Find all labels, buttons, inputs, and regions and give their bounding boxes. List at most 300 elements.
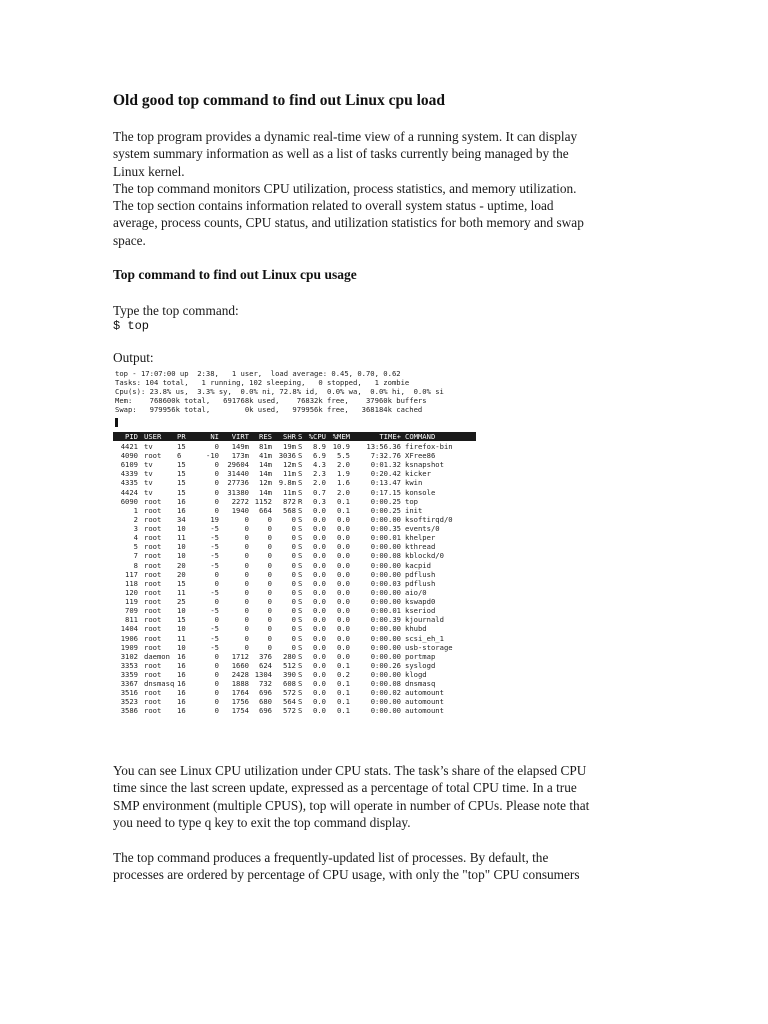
cell-mem: 0.0: [337, 524, 350, 534]
cell-res: 0: [267, 587, 272, 597]
cell-time: 0:00.35: [370, 524, 401, 534]
cell-res: 376: [259, 651, 272, 661]
cell-ni: -5: [210, 587, 219, 597]
cell-pid: 1909: [120, 642, 138, 652]
cell-mem: 2.0: [337, 460, 350, 470]
cell-virt: 0: [244, 642, 249, 652]
cell-mem: 0.1: [337, 496, 350, 506]
cell-shr: 0: [291, 624, 296, 634]
cell-mem: 1.6: [337, 478, 350, 488]
cell-command: kseriod: [405, 606, 436, 616]
cell-shr: 608: [283, 679, 296, 689]
cell-pid: 118: [125, 578, 138, 588]
cell-mem: 0.0: [337, 624, 350, 634]
process-row: [113, 488, 476, 497]
cell-res: 0: [267, 514, 272, 524]
cell-ni: 0: [214, 460, 219, 470]
cell-pr: 16: [177, 688, 186, 698]
cell-time: 0:13.47: [370, 478, 401, 488]
cell-ni: 0: [214, 679, 219, 689]
cell-pr: 20: [177, 569, 186, 579]
cell-res: 12m: [259, 478, 272, 488]
cell-user: daemon: [144, 651, 170, 661]
cell-shr: 0: [291, 560, 296, 570]
cell-shr: 572: [283, 688, 296, 698]
cell-command: kacpid: [405, 560, 431, 570]
cell-res: 0: [267, 569, 272, 579]
cell-res: 696: [259, 688, 272, 698]
process-row: [113, 670, 476, 679]
cell-state: S: [298, 624, 303, 634]
cell-shr: 872: [283, 496, 296, 506]
cell-state: S: [298, 542, 303, 552]
process-table-header: [113, 432, 476, 441]
cell-command: ksnapshot: [405, 460, 444, 470]
cell-time: 7:32.76: [370, 451, 401, 461]
cell-pid: 4090: [120, 451, 138, 461]
cell-pr: 34: [177, 514, 186, 524]
cell-command: kicker: [405, 469, 431, 479]
cell-virt: 0: [244, 533, 249, 543]
cell-user: root: [144, 542, 162, 552]
intro-line: The top command monitors CPU utilization, process statistics, and memory utilization.: [113, 180, 577, 196]
cell-state: S: [298, 487, 303, 497]
cell-pid: 120: [125, 587, 138, 597]
cell-state: S: [298, 533, 303, 543]
cell-pid: 3102: [120, 651, 138, 661]
process-row: [113, 561, 476, 570]
cell-command: kwin: [405, 478, 423, 488]
column-header-pid: PID: [125, 432, 138, 441]
cell-user: tv: [144, 469, 153, 479]
cell-res: 664: [259, 505, 272, 515]
cell-res: 0: [267, 524, 272, 534]
cell-res: 14m: [259, 460, 272, 470]
cell-shr: 0: [291, 524, 296, 534]
cell-cpu: 0.0: [313, 606, 326, 616]
cell-mem: 2.0: [337, 487, 350, 497]
cell-user: root: [144, 514, 162, 524]
cell-mem: 0.0: [337, 533, 350, 543]
cell-state: S: [298, 524, 303, 534]
cell-ni: -5: [210, 642, 219, 652]
cell-res: 14m: [259, 487, 272, 497]
cell-shr: 0: [291, 569, 296, 579]
cell-state: S: [298, 615, 303, 625]
cell-pid: 709: [125, 606, 138, 616]
cell-user: root: [144, 505, 162, 515]
cell-cpu: 0.0: [313, 597, 326, 607]
cell-pr: 10: [177, 524, 186, 534]
cell-ni: 0: [214, 478, 219, 488]
cpu-line: you need to type q key to exit the top command display.: [113, 814, 411, 830]
cell-res: 696: [259, 706, 272, 716]
cell-command: automount: [405, 697, 444, 707]
cell-user: tv: [144, 460, 153, 470]
cell-virt: 1660: [231, 660, 249, 670]
cell-mem: 0.0: [337, 587, 350, 597]
cell-time: 0:00.02: [370, 688, 401, 698]
cpu-line: SMP environment (multiple CPUS), top will operate in number of CPUs. Please note that: [113, 797, 590, 813]
cell-virt: 0: [244, 606, 249, 616]
cell-ni: -5: [210, 560, 219, 570]
cell-pid: 3359: [120, 670, 138, 679]
cell-cpu: 2.3: [313, 469, 326, 479]
cell-time: 0:00.03: [370, 578, 401, 588]
process-row: [113, 697, 476, 706]
cell-cpu: 0.0: [313, 679, 326, 689]
process-row: [113, 706, 476, 715]
cell-shr: 0: [291, 514, 296, 524]
cell-state: S: [298, 706, 303, 716]
cell-shr: 0: [291, 587, 296, 597]
cell-shr: 11m: [283, 469, 296, 479]
process-row: [113, 451, 476, 460]
cell-virt: 0: [244, 615, 249, 625]
column-header-pr: PR: [177, 432, 186, 441]
cell-command: kswapd0: [405, 597, 436, 607]
cell-state: S: [298, 460, 303, 470]
cell-pid: 8: [133, 560, 138, 570]
cpu-line: You can see Linux CPU utilization under CPU stats. The task’s share of the elapsed CPU: [113, 763, 587, 778]
cell-shr: 0: [291, 533, 296, 543]
column-header-shr: SHR: [283, 432, 296, 441]
cell-mem: 0.0: [337, 578, 350, 588]
column-header-virt: VIRT: [231, 432, 249, 441]
cell-user: tv: [144, 442, 153, 451]
cell-command: automount: [405, 706, 444, 716]
cell-state: S: [298, 469, 303, 479]
cell-virt: 0: [244, 551, 249, 561]
cell-ni: 0: [214, 670, 219, 679]
cell-mem: 0.1: [337, 706, 350, 716]
cell-shr: 12m: [283, 460, 296, 470]
cell-command: syslogd: [405, 660, 436, 670]
cell-pid: 3353: [120, 660, 138, 670]
cell-state: S: [298, 606, 303, 616]
cell-pr: 10: [177, 624, 186, 634]
cell-cpu: 0.0: [313, 560, 326, 570]
process-row: [113, 542, 476, 551]
cell-command: khelper: [405, 533, 436, 543]
cell-cpu: 2.0: [313, 478, 326, 488]
cell-state: S: [298, 651, 303, 661]
output-label: Output:: [113, 350, 154, 365]
cell-user: dnsmasq: [144, 679, 175, 689]
cell-res: 81m: [259, 442, 272, 451]
cell-virt: 173m: [231, 451, 249, 461]
cell-user: root: [144, 697, 162, 707]
cell-cpu: 0.0: [313, 524, 326, 534]
cell-state: S: [298, 633, 303, 643]
process-row: [113, 634, 476, 643]
process-row: [113, 460, 476, 469]
cell-mem: 0.2: [337, 670, 350, 679]
cell-user: root: [144, 706, 162, 716]
cell-virt: 0: [244, 560, 249, 570]
cell-state: S: [298, 688, 303, 698]
cell-virt: 2428: [231, 670, 249, 679]
cell-cpu: 0.0: [313, 542, 326, 552]
cell-mem: 0.0: [337, 615, 350, 625]
cell-cpu: 0.0: [313, 578, 326, 588]
cpu-paragraph: [113, 762, 589, 831]
cell-pr: 11: [177, 587, 186, 597]
column-header-time: TIME+: [379, 432, 401, 441]
cell-mem: 0.0: [337, 560, 350, 570]
cell-time: 0:00.00: [370, 587, 401, 597]
cell-command: scsi_eh_1: [405, 633, 444, 643]
cell-time: 13:56.36: [366, 442, 401, 451]
cell-command: usb-storage: [405, 642, 453, 652]
cell-pid: 4339: [120, 469, 138, 479]
cell-command: dnsmasq: [405, 679, 436, 689]
cell-pr: 10: [177, 551, 186, 561]
cell-time: 0:00.00: [370, 633, 401, 643]
cell-command: automount: [405, 688, 444, 698]
cell-pr: 16: [177, 670, 186, 679]
cell-command: portmap: [405, 651, 436, 661]
cell-mem: 0.0: [337, 542, 350, 552]
cell-virt: 0: [244, 587, 249, 597]
cell-mem: 0.1: [337, 679, 350, 689]
terminal-cursor: [115, 418, 118, 427]
process-row: [113, 478, 476, 487]
cell-user: root: [144, 587, 162, 597]
cell-shr: 3036: [278, 451, 296, 461]
cell-res: 0: [267, 542, 272, 552]
cell-mem: 0.1: [337, 660, 350, 670]
cell-cpu: 0.0: [313, 624, 326, 634]
process-row: [113, 652, 476, 661]
column-header-state: S: [298, 432, 303, 441]
cell-res: 14m: [259, 469, 272, 479]
cell-ni: 0: [214, 469, 219, 479]
cell-pr: 25: [177, 597, 186, 607]
cell-virt: 149m: [231, 442, 249, 451]
cell-ni: -10: [206, 451, 219, 461]
cell-pid: 3586: [120, 706, 138, 716]
cell-res: 0: [267, 578, 272, 588]
intro-line: The top section contains information related to overall system status - uptime, load: [113, 198, 554, 214]
cell-res: 0: [267, 633, 272, 643]
cell-command: XFree86: [405, 451, 436, 461]
cell-time: 0:00.39: [370, 615, 401, 625]
cell-command: klogd: [405, 670, 427, 679]
cell-pid: 5: [133, 542, 138, 552]
cell-res: 0: [267, 560, 272, 570]
cell-command: aio/0: [405, 587, 427, 597]
cell-ni: -5: [210, 606, 219, 616]
cell-state: S: [298, 660, 303, 670]
cell-pid: 3516: [120, 688, 138, 698]
cell-pid: 1: [133, 505, 138, 515]
column-header-cpu: %CPU: [308, 432, 326, 441]
cell-virt: 0: [244, 569, 249, 579]
cell-cpu: 0.0: [313, 533, 326, 543]
cell-shr: 0: [291, 633, 296, 643]
command-text: $ top: [113, 319, 150, 333]
cell-pid: 811: [125, 615, 138, 625]
process-row: [113, 624, 476, 633]
intro-line: space.: [113, 232, 146, 248]
cell-pr: 15: [177, 478, 186, 488]
cell-pr: 20: [177, 560, 186, 570]
cell-mem: 0.0: [337, 633, 350, 643]
cell-command: init: [405, 505, 423, 515]
cell-ni: 0: [214, 697, 219, 707]
process-row: [113, 533, 476, 542]
cell-state: S: [298, 670, 303, 679]
cell-res: 0: [267, 606, 272, 616]
cell-pr: 10: [177, 606, 186, 616]
cell-ni: 0: [214, 688, 219, 698]
cell-user: root: [144, 633, 162, 643]
column-header-command: COMMAND: [405, 432, 436, 441]
cell-user: root: [144, 533, 162, 543]
cell-pr: 16: [177, 651, 186, 661]
cell-res: 0: [267, 642, 272, 652]
cell-command: events/0: [405, 524, 440, 534]
column-header-user: USER: [144, 432, 162, 441]
cell-user: tv: [144, 478, 153, 488]
cell-user: root: [144, 569, 162, 579]
cell-shr: 390: [283, 670, 296, 679]
cell-virt: 1888: [231, 679, 249, 689]
cell-state: S: [298, 478, 303, 488]
cell-pid: 1404: [120, 624, 138, 634]
cell-mem: 1.9: [337, 469, 350, 479]
summary-cpu-line: Cpu(s): 23.8% us, 3.3% sy, 0.0% ni, 72.8% id, 0.0% wa, 0.0% hi, 0.0% si: [115, 387, 444, 396]
cell-shr: 0: [291, 542, 296, 552]
cell-user: root: [144, 560, 162, 570]
cell-res: 0: [267, 551, 272, 561]
intro-line: average, process counts, CPU status, and utilization statistics for both memory and swap: [113, 215, 584, 231]
cell-res: 1152: [254, 496, 272, 506]
cell-user: root: [144, 670, 162, 679]
cell-state: R: [298, 496, 303, 506]
cell-mem: 0.0: [337, 606, 350, 616]
cell-pr: 10: [177, 542, 186, 552]
cell-virt: 0: [244, 633, 249, 643]
cell-virt: 0: [244, 597, 249, 607]
ordering-paragraph: [113, 849, 580, 884]
cell-cpu: 8.9: [313, 442, 326, 451]
cell-res: 732: [259, 679, 272, 689]
cell-res: 41m: [259, 451, 272, 461]
cell-virt: 31380: [227, 487, 249, 497]
cell-command: kblockd/0: [405, 551, 444, 561]
cell-ni: -5: [210, 533, 219, 543]
cell-shr: 0: [291, 615, 296, 625]
cell-shr: 512: [283, 660, 296, 670]
process-row: [113, 551, 476, 560]
page-title: Old good top command to find out Linux cpu load: [113, 92, 446, 109]
type-command-label: Type the top command:: [113, 303, 239, 318]
cell-cpu: 0.0: [313, 697, 326, 707]
cell-pr: 15: [177, 442, 186, 451]
cell-mem: 0.1: [337, 505, 350, 515]
cell-res: 624: [259, 660, 272, 670]
cell-ni: 0: [214, 660, 219, 670]
cell-shr: 0: [291, 597, 296, 607]
cell-res: 0: [267, 615, 272, 625]
cell-cpu: 0.0: [313, 651, 326, 661]
cpu-line: time since the last screen update, expressed as a percentage of total CPU time. In a true: [113, 780, 577, 796]
cell-user: tv: [144, 487, 153, 497]
cell-cpu: 0.0: [313, 587, 326, 597]
cell-state: S: [298, 560, 303, 570]
process-row: [113, 661, 476, 670]
cell-cpu: 0.0: [313, 633, 326, 643]
process-row: [113, 579, 476, 588]
cell-virt: 0: [244, 578, 249, 588]
cell-cpu: 0.0: [313, 514, 326, 524]
cell-cpu: 0.0: [313, 551, 326, 561]
cell-time: 0:00.08: [370, 679, 401, 689]
process-row: [113, 570, 476, 579]
cell-mem: 0.0: [337, 642, 350, 652]
cell-shr: 11m: [283, 487, 296, 497]
cell-time: 0:17.15: [370, 487, 401, 497]
cell-virt: 1764: [231, 688, 249, 698]
cell-pr: 15: [177, 615, 186, 625]
cell-time: 0:00.00: [370, 651, 401, 661]
cell-state: S: [298, 569, 303, 579]
cell-time: 0:00.00: [370, 569, 401, 579]
cell-state: S: [298, 514, 303, 524]
cell-virt: 1712: [231, 651, 249, 661]
cell-cpu: 0.0: [313, 670, 326, 679]
cell-state: S: [298, 505, 303, 515]
cell-ni: 0: [214, 651, 219, 661]
cell-user: root: [144, 606, 162, 616]
cell-pid: 3367: [120, 679, 138, 689]
cell-time: 0:00.25: [370, 505, 401, 515]
cell-shr: 0: [291, 642, 296, 652]
cell-command: top: [405, 496, 418, 506]
process-row: [113, 606, 476, 615]
cell-ni: 0: [214, 597, 219, 607]
cell-command: ksoftirqd/0: [405, 514, 453, 524]
summary-tasks-line: Tasks: 104 total, 1 running, 102 sleeping, 0 stopped, 1 zombie: [115, 378, 410, 387]
cell-state: S: [298, 587, 303, 597]
intro-paragraph: [113, 128, 584, 249]
cell-time: 0:00.00: [370, 670, 401, 679]
intro-line: Linux kernel.: [113, 163, 185, 179]
process-row: [113, 643, 476, 652]
cell-shr: 9.8m: [278, 478, 296, 488]
summary-mem-line: Mem: 768600k total, 691768k used, 76832k free, 37960k buffers: [115, 396, 427, 405]
process-row: [113, 688, 476, 697]
cell-command: khubd: [405, 624, 427, 634]
cell-cpu: 0.0: [313, 660, 326, 670]
cell-command: konsole: [405, 487, 436, 497]
process-row: [113, 615, 476, 624]
cell-mem: 5.5: [337, 451, 350, 461]
cell-pid: 4421: [120, 442, 138, 451]
cell-time: 0:01.32: [370, 460, 401, 470]
cell-cpu: 0.3: [313, 496, 326, 506]
cell-ni: 0: [214, 615, 219, 625]
cell-ni: 0: [214, 706, 219, 716]
cell-ni: 0: [214, 578, 219, 588]
cell-time: 0:00.00: [370, 514, 401, 524]
cell-mem: 0.0: [337, 551, 350, 561]
cell-ni: 0: [214, 505, 219, 515]
cell-mem: 10.9: [332, 442, 350, 451]
cell-command: pdflush: [405, 569, 436, 579]
